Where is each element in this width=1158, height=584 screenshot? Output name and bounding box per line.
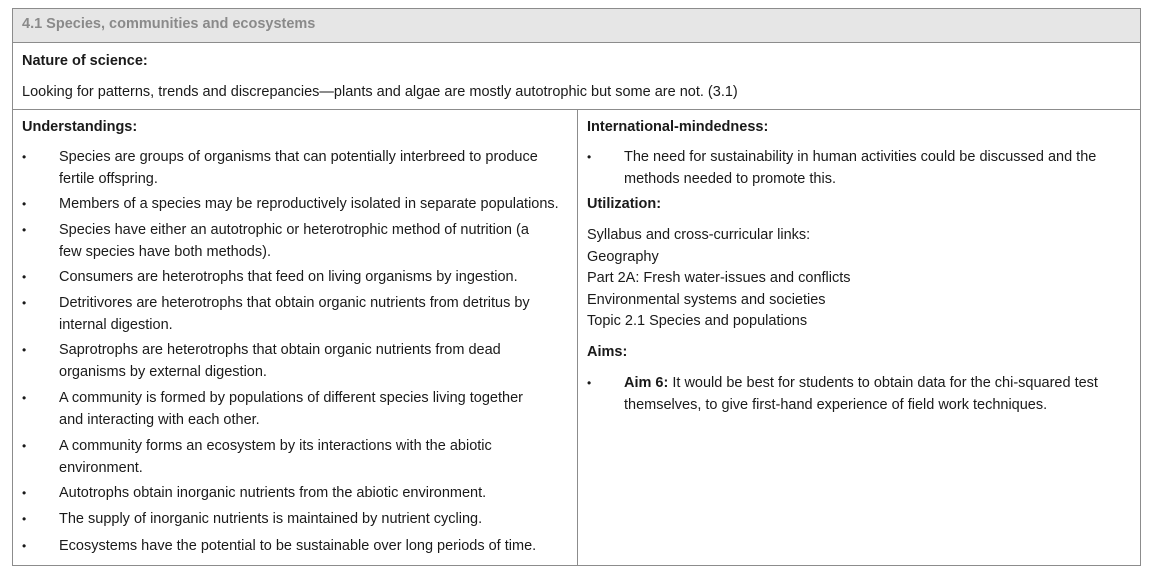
utilization-line: Part 2A: Fresh water-issues and conflicts	[587, 270, 851, 286]
understanding-item-line: The supply of inorganic nutrients is maintained by nutrient cycling.	[59, 511, 483, 527]
list-bullet: •	[22, 486, 27, 500]
understanding-item-line: Detritivores are heterotrophs that obtain organic nutrients from detritus by	[59, 295, 530, 311]
utilization-line: Topic 2.1 Species and populations	[587, 313, 808, 329]
list-bullet: •	[587, 376, 592, 390]
international-item-line-1: The need for sustainability in human activities could be discussed and the	[624, 149, 1097, 165]
list-bullet: •	[587, 150, 592, 164]
utilization-line: Environmental systems and societies	[587, 291, 826, 308]
section-header	[13, 9, 1140, 43]
aim-text: It would be best for students to obtain data for the chi-squared test	[668, 375, 1098, 391]
international-item-line-2: methods needed to promote this.	[624, 170, 836, 187]
understanding-item-line: Species have either an autotrophic or heterotrophic method of nutrition (a	[59, 222, 529, 238]
understandings-heading: Understandings:	[22, 119, 138, 135]
utilization-heading: Utilization:	[587, 196, 662, 212]
nature-of-science-row	[13, 43, 1140, 110]
understanding-item-line: A community forms an ecosystem by its interactions with the abiotic	[59, 438, 492, 454]
list-bullet: •	[22, 150, 27, 164]
utilization-line: Geography	[587, 248, 659, 265]
column-divider	[577, 110, 578, 566]
utilization-line: Syllabus and cross-curricular links:	[587, 227, 811, 243]
aim-label: Aim 6:	[624, 375, 669, 391]
list-bullet: •	[22, 539, 27, 553]
understanding-item-line: A community is formed by populations of different species living together	[59, 390, 523, 406]
understanding-item-line: Autotrophs obtain inorganic nutrients from the abiotic environment.	[59, 485, 487, 501]
understanding-item-line: internal digestion.	[59, 316, 173, 333]
aim-item-line-1	[624, 373, 1098, 395]
section-title: 4.1 Species, communities and ecosystems	[22, 16, 316, 32]
understanding-item-line: Ecosystems have the potential to be sustainable over long periods of time.	[59, 538, 537, 554]
list-bullet: •	[22, 343, 27, 357]
understanding-item-line: few species have both methods).	[59, 243, 271, 260]
understanding-item-line: Consumers are heterotrophs that feed on living organisms by ingestion.	[59, 269, 518, 285]
understanding-item-line: and interacting with each other.	[59, 411, 260, 428]
syllabus-table	[12, 8, 1141, 566]
list-bullet: •	[22, 223, 27, 237]
international-mindedness-heading: International-mindedness:	[587, 119, 769, 135]
nature-of-science-text: Looking for patterns, trends and discrepancies—plants and algae are mostly autotrophic but some are not. (3.1)	[22, 84, 738, 100]
list-bullet: •	[22, 296, 27, 310]
understanding-item-line: organisms by external digestion.	[59, 363, 267, 380]
list-bullet: •	[22, 391, 27, 405]
understanding-item-line: Saprotrophs are heterotrophs that obtain organic nutrients from dead	[59, 342, 501, 358]
understanding-item-line: fertile offspring.	[59, 170, 158, 187]
understanding-item-line: Species are groups of organisms that can potentially interbreed to produce	[59, 149, 538, 165]
list-bullet: •	[22, 197, 27, 211]
understanding-item-line: Members of a species may be reproductively isolated in separate populations.	[59, 196, 559, 212]
list-bullet: •	[22, 270, 27, 284]
nature-of-science-heading: Nature of science:	[22, 53, 148, 69]
understanding-item-line: environment.	[59, 459, 143, 476]
aims-heading: Aims:	[587, 344, 628, 360]
aim-item-line-2: themselves, to give first-hand experience of field work techniques.	[624, 396, 1048, 413]
list-bullet: •	[22, 439, 27, 453]
list-bullet: •	[22, 512, 27, 526]
